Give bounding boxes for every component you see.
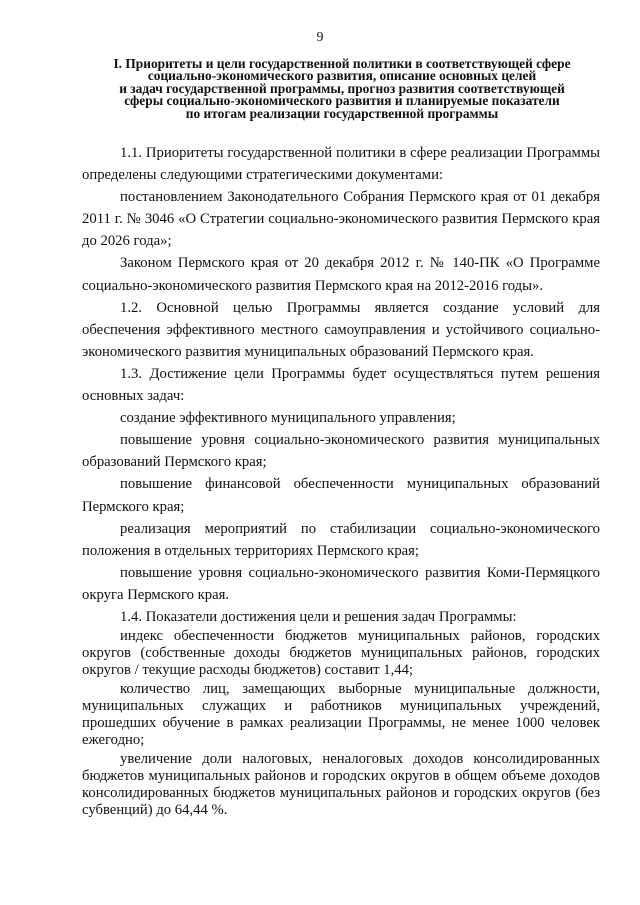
heading-line: I. Приоритеты и цели государственной политики в соответствующей сфере — [113, 56, 571, 71]
task-item: повышение уровня социально-экономического развития муниципальных образований Пермского края; — [82, 432, 600, 471]
paragraph-strategy-resolution: постановлением Законодательного Собрания Пермского края от 01 декабря 2011 г. № 3046 «О Стратегии социально-экономического развития Пермского края до 2026 года»; — [82, 189, 600, 250]
document-body — [82, 142, 600, 819]
paragraph-1-1: 1.1. Приоритеты государственной политики в сфере реализации Программы определены следующими стратегическими документами: — [82, 145, 600, 184]
task-item: создание эффективного муниципального управления; — [120, 410, 456, 427]
paragraph-1-4: 1.4. Показатели достижения цели и решения задач Программы: — [120, 608, 517, 625]
heading-line: и задач государственной программы, прогноз развития соответствующей — [119, 80, 565, 96]
indicator-item: индекс обеспеченности бюджетов муниципальных районов, городских округов (собственные доходы бюджетов муниципальных районов, городских округов / текущие расходы бюджетов) составит 1,44; — [82, 628, 600, 679]
paragraph-1-3: 1.3. Достижение цели Программы будет осуществляться путем решения основных задач: — [82, 365, 600, 405]
heading-line: социально-экономического развития, описание основных целей — [147, 68, 537, 84]
indicator-item: количество лиц, замещающих выборные муниципальные должности, муниципальных служащих и работников муниципальных учреждений, прошедших обучение в рамках реализации Программы, не менее 1000 человек ежегодно; — [82, 681, 600, 749]
heading-line: по итогам реализации государственной программы — [185, 105, 499, 121]
paragraph-program-law: Законом Пермского края от 20 декабря 2012 г. № 140-ПК «О Программе социально-экономического развития Пермского края на 2012-2016 годы». — [82, 255, 600, 294]
paragraph-1-2: 1.2. Основной целью Программы является создание условий для обеспечения эффективного местного самоуправления и устойчивого социально-экономического развития муниципальных образований Пермского края. — [82, 299, 600, 360]
task-item: повышение уровня социально-экономического развития Коми-Пермяцкого округа Пермского края. — [82, 564, 600, 603]
task-item: повышение финансовой обеспеченности муниципальных образований Пермского края; — [82, 476, 600, 515]
section-heading — [82, 58, 602, 120]
heading-line: сферы социально-экономического развития и планируемые показатели — [124, 93, 560, 109]
page-number: 9 — [316, 30, 324, 45]
indicator-item: увеличение доли налоговых, неналоговых доходов консолидированных бюджетов муниципальных районов и городских округов в общем объеме доходов консолидированных бюджетов муниципальных районов и городских округов (без субвенций) до 64,44 %. — [82, 751, 600, 819]
task-item: реализация мероприятий по стабилизации социально-экономического положения в отдельных территориях Пермского края; — [82, 520, 600, 559]
